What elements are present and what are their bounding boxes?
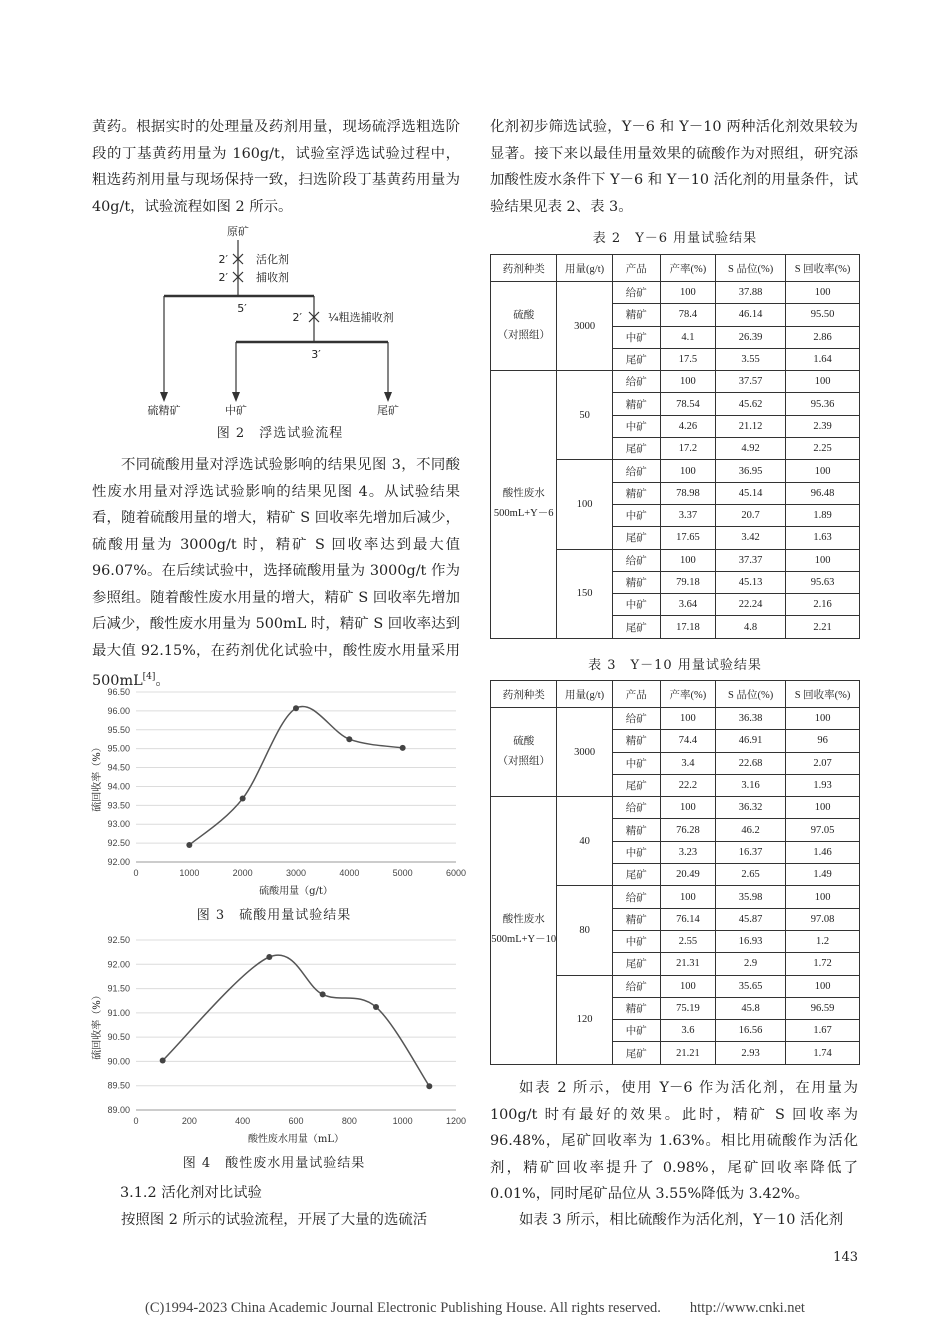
table-cell: 2.07 — [786, 752, 860, 774]
flotation-flowsheet-diagram — [130, 222, 430, 422]
left-paragraph-1: 黄药。根据实时的处理量及药剂用量，现场硫浮选粗选阶段的丁基黄药用量为 160g/t，试验室浮选试验过程中，粗选药剂用量与现场保持一致，扫选阶段丁基黄药用量为 40g/t，试验流程如图 2 所示。 — [92, 119, 460, 215]
flow-time-1: 2′ — [218, 253, 228, 266]
y-tick-label: 92.00 — [107, 857, 130, 867]
table-3-y10-dosage — [490, 680, 860, 1065]
table-cell: 100 — [660, 797, 715, 819]
table-cell: 尾矿 — [612, 527, 660, 549]
y-tick-label: 92.00 — [107, 959, 130, 970]
data-point — [373, 1004, 379, 1010]
reagent-subtitle: 500mL+Y－6 — [493, 508, 554, 520]
flow-activator-label: 活化剂 — [256, 253, 289, 266]
table-row — [491, 797, 860, 819]
flow-tailing-label: 尾矿 — [377, 404, 399, 417]
table-cell: 给矿 — [612, 460, 660, 482]
y-tick-label: 93.50 — [107, 800, 130, 811]
table-header-cell: S 品位(%) — [716, 255, 786, 282]
table-cell: 给矿 — [612, 282, 660, 304]
right-paragraph-1: 化剂初步筛选试验，Y－6 和 Y－10 两种活化剂效果较为显著。接下来以最佳用量效果的硫酸作为对照组，研究添加酸性废水条件下 Y－6 和 Y－10 活化剂的用量条件，试验结果见表 2、表 3。 — [490, 119, 858, 215]
x-tick-label: 1200 — [445, 1116, 467, 1126]
table-cell: 尾矿 — [612, 348, 660, 370]
table-cell: 1.72 — [786, 953, 860, 975]
x-tick-label: 800 — [341, 1116, 357, 1126]
table-cell: 96.59 — [786, 997, 860, 1019]
y-axis-label: 硫回收率（%） — [92, 742, 103, 812]
table-cell: 精矿 — [612, 482, 660, 504]
table-cell: 2.25 — [786, 438, 860, 460]
data-point — [240, 796, 246, 802]
dosage-cell: 100 — [557, 460, 612, 549]
table-cell: 16.93 — [716, 930, 786, 952]
table-3-caption: 表 3 Y－10 用量试验结果 — [588, 658, 762, 673]
paragraph-2-end: 。 — [155, 672, 170, 689]
table-cell: 16.56 — [716, 1020, 786, 1042]
table-cell: 36.95 — [716, 460, 786, 482]
table-cell: 精矿 — [612, 819, 660, 841]
table-cell: 97.05 — [786, 819, 860, 841]
flow-time-4: 2′ — [292, 311, 302, 324]
table-cell: 45.62 — [716, 393, 786, 415]
flow-sulfur-concentrate-label: 硫精矿 — [147, 404, 181, 417]
chart-acid-wastewater-dosage — [84, 932, 467, 1148]
table-cell: 2.65 — [716, 864, 786, 886]
data-point — [160, 1057, 166, 1063]
table-cell: 1.46 — [786, 841, 860, 863]
table-cell: 45.8 — [716, 997, 786, 1019]
table-cell: 26.39 — [716, 326, 786, 348]
table-cell: 100 — [786, 460, 860, 482]
table-cell: 3.64 — [660, 594, 715, 616]
table-cell: 100 — [660, 371, 715, 393]
x-tick-label: 0 — [133, 868, 139, 878]
table-cell: 3.6 — [660, 1020, 715, 1042]
table-cell: 给矿 — [612, 371, 660, 393]
table-cell: 1.93 — [786, 774, 860, 796]
table-cell: 96 — [786, 730, 860, 752]
table-cell: 精矿 — [612, 393, 660, 415]
table-cell: 78.4 — [660, 304, 715, 326]
table-2-caption: 表 2 Y－6 用量试验结果 — [592, 231, 758, 246]
reagent-type-cell — [491, 282, 557, 371]
flow-time-3: 5′ — [237, 302, 247, 315]
table-cell: 1.67 — [786, 1020, 860, 1042]
table-cell: 2.55 — [660, 930, 715, 952]
table-header-cell: 产率(%) — [660, 681, 715, 708]
table-cell: 1.63 — [786, 527, 860, 549]
x-tick-label: 6000 — [445, 868, 467, 878]
table-header-cell: S 回收率(%) — [786, 681, 860, 708]
table-row — [491, 371, 860, 393]
y-tick-label: 91.00 — [107, 1007, 130, 1018]
table-cell: 1.64 — [786, 348, 860, 370]
y-tick-label: 96.50 — [107, 687, 130, 697]
data-point — [293, 705, 299, 711]
table-cell: 36.32 — [716, 797, 786, 819]
right-paragraph-3: 如表 3 所示，相比硫酸作为活化剂，Y－10 活化剂 — [519, 1212, 844, 1228]
x-axis-label: 硫酸用量（g/t） — [259, 886, 333, 897]
table-cell: 17.5 — [660, 348, 715, 370]
y-tick-label: 93.00 — [107, 819, 130, 830]
table-cell: 45.14 — [716, 482, 786, 504]
table-header-cell: 产品 — [612, 255, 660, 282]
table-cell: 尾矿 — [612, 774, 660, 796]
reagent-subtitle: （对照组） — [497, 330, 550, 342]
table-cell: 37.37 — [716, 549, 786, 571]
table-cell: 4.92 — [716, 438, 786, 460]
reagent-name: 酸性废水 — [502, 488, 545, 500]
figure-4-caption: 图 4 酸性废水用量试验结果 — [182, 1156, 366, 1171]
x-tick-label: 4000 — [339, 868, 360, 878]
table-cell: 2.39 — [786, 415, 860, 437]
flow-time-5: 3′ — [311, 348, 321, 361]
table-cell: 100 — [660, 549, 715, 571]
table-cell: 4.26 — [660, 415, 715, 437]
table-cell: 37.88 — [716, 282, 786, 304]
table-cell: 中矿 — [612, 504, 660, 526]
flow-time-2: 2′ — [218, 271, 228, 284]
x-tick-label: 3000 — [285, 868, 307, 878]
table-cell: 2.21 — [786, 616, 860, 638]
table-2-y6-dosage — [490, 254, 860, 639]
table-cell: 中矿 — [612, 594, 660, 616]
reagent-type-cell — [491, 797, 557, 1065]
data-point — [266, 954, 272, 960]
table-cell: 20.49 — [660, 864, 715, 886]
x-tick-label: 1000 — [392, 1116, 413, 1126]
table-cell: 精矿 — [612, 997, 660, 1019]
table-cell: 74.4 — [660, 730, 715, 752]
y-tick-label: 92.50 — [107, 935, 130, 945]
reference-4: [4] — [142, 672, 156, 682]
table-cell: 给矿 — [612, 886, 660, 908]
table-cell: 中矿 — [612, 415, 660, 437]
x-tick-label: 600 — [288, 1116, 304, 1126]
table-cell: 100 — [786, 975, 860, 997]
table-cell: 75.19 — [660, 997, 715, 1019]
table-cell: 尾矿 — [612, 1042, 660, 1064]
table-cell: 17.65 — [660, 527, 715, 549]
table-cell: 45.87 — [716, 908, 786, 930]
table-cell: 中矿 — [612, 326, 660, 348]
table-cell: 17.2 — [660, 438, 715, 460]
table-cell: 100 — [786, 886, 860, 908]
dosage-cell: 80 — [557, 886, 612, 975]
table-cell: 2.16 — [786, 594, 860, 616]
table-cell: 76.14 — [660, 908, 715, 930]
table-cell: 尾矿 — [612, 864, 660, 886]
table-cell: 2.86 — [786, 326, 860, 348]
table-cell: 1.74 — [786, 1042, 860, 1064]
flow-collector-label: 捕收剂 — [256, 271, 289, 284]
table-header-cell: 用量(g/t) — [557, 681, 612, 708]
flow-middling-label: 中矿 — [225, 404, 247, 417]
dosage-cell: 120 — [557, 975, 612, 1064]
table-cell: 3.16 — [716, 774, 786, 796]
table-cell: 100 — [786, 549, 860, 571]
table-cell: 2.93 — [716, 1042, 786, 1064]
table-row — [491, 282, 860, 304]
table-cell: 95.50 — [786, 304, 860, 326]
table-cell: 1.89 — [786, 504, 860, 526]
table-cell: 22.24 — [716, 594, 786, 616]
figure-3-caption: 图 3 硫酸用量试验结果 — [196, 908, 352, 923]
y-tick-label: 90.50 — [107, 1032, 130, 1043]
table-cell: 尾矿 — [612, 953, 660, 975]
figure-2-caption: 图 2 浮选试验流程 — [216, 426, 344, 441]
table-cell: 78.54 — [660, 393, 715, 415]
dosage-cell: 50 — [557, 371, 612, 460]
x-tick-label: 5000 — [392, 868, 413, 878]
table-cell: 21.31 — [660, 953, 715, 975]
data-point — [320, 991, 326, 997]
table-cell: 1.2 — [786, 930, 860, 952]
table-cell: 100 — [786, 708, 860, 730]
flow-scavenger-label: ¼粗选捕收剂 — [328, 311, 394, 324]
dosage-cell: 40 — [557, 797, 612, 886]
table-cell: 中矿 — [612, 1020, 660, 1042]
section-heading-3-1-2: 3.1.2 活化剂对比试验 — [120, 1185, 262, 1201]
table-cell: 46.91 — [716, 730, 786, 752]
x-tick-label: 400 — [235, 1116, 251, 1126]
table-cell: 3.55 — [716, 348, 786, 370]
table-cell: 46.2 — [716, 819, 786, 841]
table-cell: 中矿 — [612, 930, 660, 952]
table-cell: 35.65 — [716, 975, 786, 997]
table-cell: 100 — [786, 282, 860, 304]
table-cell: 45.13 — [716, 571, 786, 593]
table-cell: 4.8 — [716, 616, 786, 638]
table-cell: 20.7 — [716, 504, 786, 526]
table-cell: 100 — [660, 886, 715, 908]
copyright-footer: (C)1994-2023 China Academic Journal Electronic Publishing House. All rights reserved. http://www.cnki.net — [145, 1300, 805, 1316]
table-cell: 36.38 — [716, 708, 786, 730]
reagent-subtitle: 500mL+Y－10 — [491, 934, 557, 946]
table-cell: 2.9 — [716, 953, 786, 975]
left-paragraph-3: 按照图 2 所示的试验流程，开展了大量的选硫活 — [121, 1212, 428, 1228]
table-cell: 100 — [660, 708, 715, 730]
table-cell: 22.2 — [660, 774, 715, 796]
flow-feed-label: 原矿 — [227, 225, 249, 238]
chart-sulfuric-acid-dosage — [84, 684, 467, 900]
table-cell: 给矿 — [612, 975, 660, 997]
reagent-subtitle: （对照组） — [497, 756, 550, 768]
reagent-name: 硫酸 — [513, 310, 535, 322]
y-tick-label: 92.50 — [107, 838, 130, 849]
dosage-cell: 3000 — [557, 708, 612, 797]
table-cell: 22.68 — [716, 752, 786, 774]
table-header-cell: 产率(%) — [660, 255, 715, 282]
table-cell: 17.18 — [660, 616, 715, 638]
reagent-type-cell — [491, 708, 557, 797]
table-cell: 16.37 — [716, 841, 786, 863]
x-axis-label: 酸性废水用量（mL） — [247, 1134, 345, 1145]
y-tick-label: 91.50 — [107, 983, 130, 994]
table-cell: 100 — [660, 975, 715, 997]
table-cell: 尾矿 — [612, 438, 660, 460]
data-point — [186, 842, 192, 848]
dosage-cell: 3000 — [557, 282, 612, 371]
reagent-name: 酸性废水 — [502, 914, 545, 926]
table-row — [491, 708, 860, 730]
table-cell: 1.49 — [786, 864, 860, 886]
table-cell: 37.57 — [716, 371, 786, 393]
table-cell: 100 — [786, 371, 860, 393]
x-tick-label: 1000 — [179, 868, 200, 878]
table-cell: 3.42 — [716, 527, 786, 549]
left-paragraph-2 — [92, 452, 460, 694]
data-point — [400, 745, 406, 751]
reagent-name: 硫酸 — [513, 736, 535, 748]
table-cell: 尾矿 — [612, 616, 660, 638]
table-header-cell: S 品位(%) — [716, 681, 786, 708]
table-header-cell: S 回收率(%) — [786, 255, 860, 282]
page-number: 143 — [833, 1250, 858, 1265]
y-tick-label: 95.50 — [107, 724, 130, 735]
y-tick-label: 95.00 — [107, 743, 130, 754]
table-cell: 78.98 — [660, 482, 715, 504]
table-cell: 精矿 — [612, 304, 660, 326]
table-cell: 79.18 — [660, 571, 715, 593]
table-cell: 精矿 — [612, 908, 660, 930]
x-tick-label: 0 — [133, 1116, 139, 1126]
dosage-cell: 150 — [557, 549, 612, 638]
right-paragraph-2: 如表 2 所示，使用 Y－6 作为活化剂，在用量为 100g/t 时有最好的效果。此时，精矿 S 回收率为 96.48%，尾矿回收率为 1.63%。相比用硫酸作为活化剂，精矿回收率提升了 0.98%，尾矿回收率降低了 0.01%，同时尾矿品位从 3.55%降低为 3.42%。 — [490, 1080, 858, 1202]
y-axis-label: 硫回收率（%） — [92, 990, 103, 1060]
y-tick-label: 94.50 — [107, 762, 130, 773]
paragraph-2-text: 不同硫酸用量对浮选试验影响的结果见图 3，不同酸性废水用量对浮选试验影响的结果见图 4。从试验结果看，随着硫酸用量的增大，精矿 S 回收率先增加后减少，硫酸用量为 3000g/t 时，精矿 S 回收率达到最大值 96.07%。在后续试验中，选择硫酸用量为 3000g/t 作为参照组。随着酸性废水用量的增大，精矿 S 回收率先增加后减少，酸性废水用量为 500mL 时，精矿 S 回收率达到最大值 92.15%，在药剂优化试验中，酸性废水用量采用 500mL — [92, 457, 460, 689]
table-cell: 给矿 — [612, 549, 660, 571]
table-cell: 3.4 — [660, 752, 715, 774]
table-cell: 给矿 — [612, 708, 660, 730]
table-cell: 100 — [660, 460, 715, 482]
data-point — [426, 1083, 432, 1089]
table-cell: 精矿 — [612, 730, 660, 752]
table-header-cell: 用量(g/t) — [557, 255, 612, 282]
data-point — [346, 736, 352, 742]
x-tick-label: 2000 — [232, 868, 253, 878]
y-tick-label: 94.00 — [107, 781, 130, 792]
table-header-cell: 药剂种类 — [491, 255, 557, 282]
series-line — [163, 955, 430, 1086]
y-tick-label: 89.50 — [107, 1080, 130, 1091]
y-tick-label: 89.00 — [107, 1105, 130, 1115]
table-cell: 中矿 — [612, 841, 660, 863]
table-cell: 95.36 — [786, 393, 860, 415]
table-cell: 21.21 — [660, 1042, 715, 1064]
table-cell: 95.63 — [786, 571, 860, 593]
y-tick-label: 96.00 — [107, 705, 130, 716]
table-header-cell: 药剂种类 — [491, 681, 557, 708]
table-cell: 3.37 — [660, 504, 715, 526]
table-cell: 100 — [786, 797, 860, 819]
table-cell: 精矿 — [612, 571, 660, 593]
table-cell: 100 — [660, 282, 715, 304]
table-cell: 96.48 — [786, 482, 860, 504]
table-cell: 4.1 — [660, 326, 715, 348]
table-cell: 中矿 — [612, 752, 660, 774]
reagent-type-cell — [491, 371, 557, 639]
table-cell: 给矿 — [612, 797, 660, 819]
table-cell: 46.14 — [716, 304, 786, 326]
y-tick-label: 90.00 — [107, 1056, 130, 1067]
table-cell: 21.12 — [716, 415, 786, 437]
table-cell: 3.23 — [660, 841, 715, 863]
x-tick-label: 200 — [181, 1116, 197, 1126]
table-header-cell: 产品 — [612, 681, 660, 708]
table-cell: 97.08 — [786, 908, 860, 930]
table-cell: 76.28 — [660, 819, 715, 841]
table-cell: 35.98 — [716, 886, 786, 908]
